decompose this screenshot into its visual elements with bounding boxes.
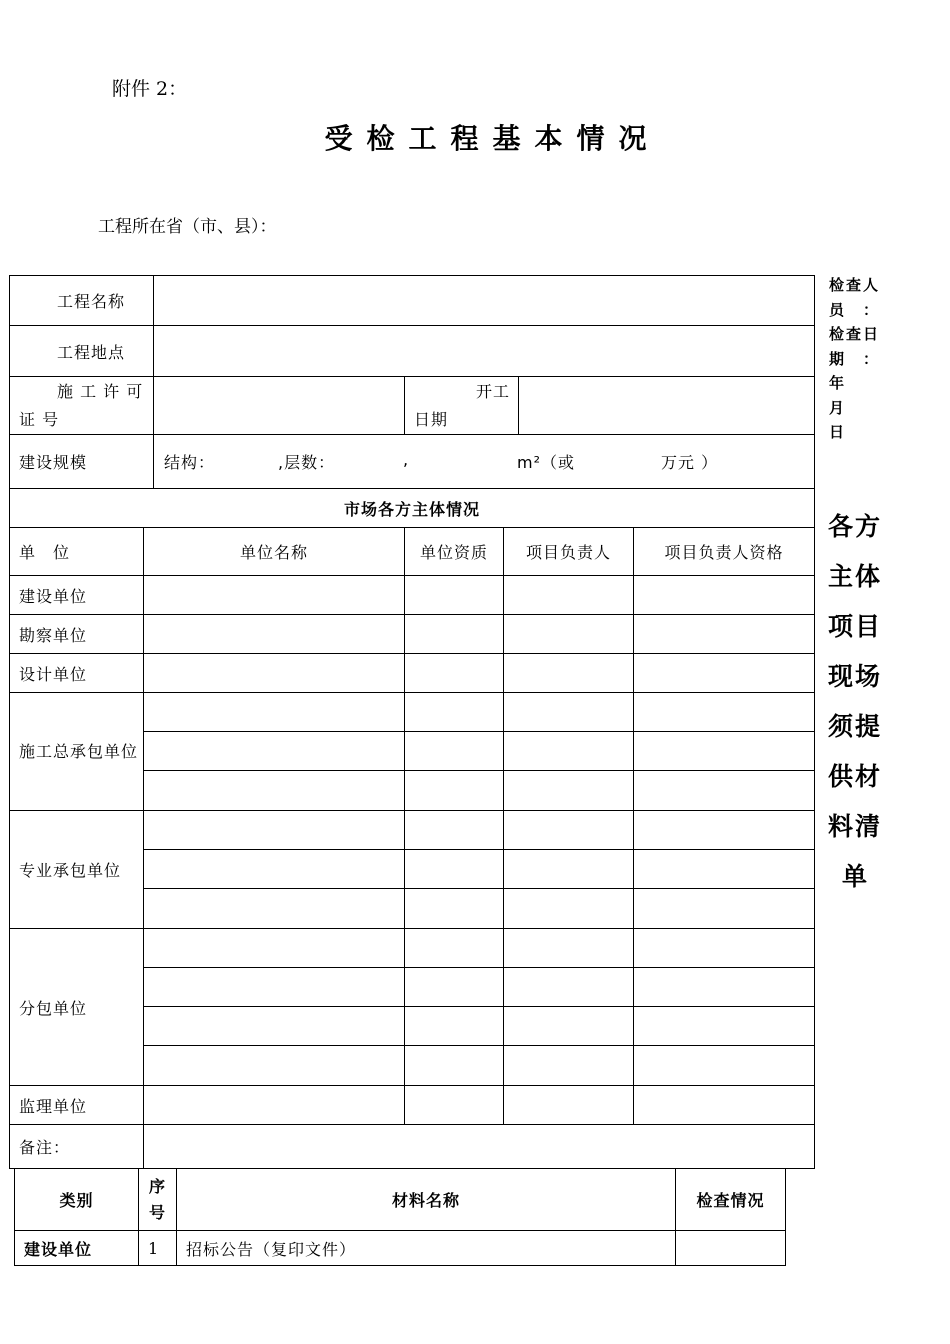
- general-contractor-leader-qualification-3[interactable]: [634, 771, 815, 811]
- subcontractor-qualification-2[interactable]: [405, 968, 504, 1007]
- side-note-line: 期 ：: [829, 349, 881, 368]
- header-qualification: 单位资质: [405, 528, 504, 576]
- design-unit-name[interactable]: [144, 654, 405, 693]
- permit-label-line2: 证 号: [19, 409, 60, 429]
- specialty-contractor-label: 专业承包单位: [10, 811, 144, 929]
- survey-unit-name[interactable]: [144, 615, 405, 654]
- subcontractor-qualification-3[interactable]: [405, 1007, 504, 1046]
- side-title-line: 现场: [828, 662, 883, 691]
- area-label: m²（或: [517, 453, 576, 472]
- location-label: 工程所在省（市、县）：: [98, 217, 277, 237]
- header-unit-name: 单位名称: [144, 528, 405, 576]
- side-title-line: 项目: [828, 612, 883, 641]
- specialty-contractor-leader-2[interactable]: [504, 850, 634, 889]
- subcontractor-leader-3[interactable]: [504, 1007, 634, 1046]
- side-note-line: 日: [829, 423, 847, 441]
- side-title-line: 须提: [828, 712, 883, 741]
- subcontractor-name-4[interactable]: [144, 1046, 405, 1086]
- permit-label: [10, 377, 154, 435]
- survey-unit-leader[interactable]: [504, 615, 634, 654]
- construction-unit-name[interactable]: [144, 576, 405, 615]
- subcontractor-name-3[interactable]: [144, 1007, 405, 1046]
- specialty-contractor-qualification-1[interactable]: [405, 811, 504, 850]
- design-unit-leader-qualification[interactable]: [634, 654, 815, 693]
- scale-value[interactable]: [154, 435, 815, 489]
- general-contractor-label: 施工总承包单位: [10, 693, 144, 811]
- supervision-unit-qualification[interactable]: [405, 1086, 504, 1125]
- materials-header-seq-1: 序: [148, 1176, 166, 1196]
- materials-header-name: 材料名称: [177, 1169, 676, 1231]
- general-contractor-qualification-2[interactable]: [405, 732, 504, 771]
- start-date-label-line1: 开工: [476, 381, 511, 401]
- design-unit-qualification[interactable]: [405, 654, 504, 693]
- header-project-leader: 项目负责人: [504, 528, 634, 576]
- supervision-unit-leader-qualification[interactable]: [634, 1086, 815, 1125]
- side-note-line: 员 ：: [829, 300, 881, 319]
- side-title-line: 供材: [828, 762, 883, 791]
- start-date-value[interactable]: [519, 377, 815, 435]
- construction-unit-qualification[interactable]: [405, 576, 504, 615]
- subcontractor-name-2[interactable]: [144, 968, 405, 1007]
- materials-list-title: [828, 502, 892, 902]
- specialty-contractor-leader-qualification-3[interactable]: [634, 889, 815, 929]
- remarks-label: 备注：: [10, 1125, 144, 1169]
- general-contractor-leader-qualification-2[interactable]: [634, 732, 815, 771]
- project-name-label: 工程名称: [10, 276, 154, 326]
- subcontractor-leader-1[interactable]: [504, 929, 634, 968]
- attachment-label: 附件 2：: [112, 78, 188, 100]
- specialty-contractor-name-1[interactable]: [144, 811, 405, 850]
- start-date-label: [405, 377, 519, 435]
- header-unit: 单 位: [10, 528, 144, 576]
- subcontractor-name-1[interactable]: [144, 929, 405, 968]
- materials-header-check: 检查情况: [676, 1169, 786, 1231]
- general-contractor-qualification-1[interactable]: [405, 693, 504, 732]
- construction-unit-leader[interactable]: [504, 576, 634, 615]
- project-site-label: 工程地点: [10, 326, 154, 377]
- start-date-label-line2: 日期: [414, 409, 449, 429]
- construction-unit-leader-qualification[interactable]: [634, 576, 815, 615]
- market-section-title: 市场各方主体情况: [10, 489, 815, 528]
- subcontractor-qualification-1[interactable]: [405, 929, 504, 968]
- subcontractor-leader-4[interactable]: [504, 1046, 634, 1086]
- general-contractor-qualification-3[interactable]: [405, 771, 504, 811]
- general-contractor-leader-3[interactable]: [504, 771, 634, 811]
- project-name-value[interactable]: [154, 276, 815, 326]
- subcontractor-leader-2[interactable]: [504, 968, 634, 1007]
- survey-unit-qualification[interactable]: [405, 615, 504, 654]
- inspector-note: [829, 273, 895, 445]
- general-contractor-name-3[interactable]: [144, 771, 405, 811]
- permit-value[interactable]: [154, 377, 405, 435]
- construction-unit-label: 建设单位: [10, 576, 144, 615]
- side-note-line: 检查人: [829, 276, 881, 294]
- project-info-table: [9, 275, 815, 1169]
- side-title-line: 料清: [828, 812, 883, 841]
- general-contractor-name-2[interactable]: [144, 732, 405, 771]
- survey-unit-label: 勘察单位: [10, 615, 144, 654]
- specialty-contractor-leader-qualification-1[interactable]: [634, 811, 815, 850]
- specialty-contractor-leader-qualification-2[interactable]: [634, 850, 815, 889]
- subcontractor-qualification-4[interactable]: [405, 1046, 504, 1086]
- specialty-contractor-qualification-2[interactable]: [405, 850, 504, 889]
- subcontractor-leader-qualification-1[interactable]: [634, 929, 815, 968]
- specialty-contractor-leader-3[interactable]: [504, 889, 634, 929]
- general-contractor-name-1[interactable]: [144, 693, 405, 732]
- header-leader-qualification: 项目负责人资格: [634, 528, 815, 576]
- materials-row-check[interactable]: [676, 1231, 786, 1266]
- general-contractor-leader-1[interactable]: [504, 693, 634, 732]
- remarks-value[interactable]: [144, 1125, 815, 1169]
- side-title-line: 主体: [828, 562, 883, 591]
- materials-header-seq: [139, 1169, 177, 1231]
- subcontractor-leader-qualification-3[interactable]: [634, 1007, 815, 1046]
- specialty-contractor-name-3[interactable]: [144, 889, 405, 929]
- scale-comma: ,: [403, 450, 410, 469]
- general-contractor-leader-qualification-1[interactable]: [634, 693, 815, 732]
- general-contractor-leader-2[interactable]: [504, 732, 634, 771]
- subcontractor-leader-qualification-2[interactable]: [634, 968, 815, 1007]
- floors-label: ,层数：: [278, 453, 336, 472]
- materials-header-seq-2: 号: [148, 1202, 166, 1222]
- supervision-unit-leader[interactable]: [504, 1086, 634, 1125]
- materials-row-seq: 1: [139, 1231, 177, 1266]
- side-title-line: 各方: [828, 512, 883, 541]
- materials-table: [14, 1168, 786, 1266]
- design-unit-leader[interactable]: [504, 654, 634, 693]
- scale-label: 建设规模: [10, 435, 154, 489]
- subcontractor-label: 分包单位: [10, 929, 144, 1086]
- side-note-line: 月: [829, 398, 847, 417]
- side-note-line: 检查日: [829, 325, 881, 343]
- side-title-line: 单: [842, 862, 870, 891]
- materials-row-category: 建设单位: [15, 1231, 139, 1266]
- wanyuan-label: 万元 ）: [661, 453, 719, 472]
- materials-header-category: 类别: [15, 1169, 139, 1231]
- supervision-unit-label: 监理单位: [10, 1086, 144, 1125]
- project-site-value[interactable]: [154, 326, 815, 377]
- design-unit-label: 设计单位: [10, 654, 144, 693]
- specialty-contractor-name-2[interactable]: [144, 850, 405, 889]
- specialty-contractor-qualification-3[interactable]: [405, 889, 504, 929]
- specialty-contractor-leader-1[interactable]: [504, 811, 634, 850]
- materials-row-name: 招标公告（复印文件）: [177, 1231, 676, 1266]
- permit-label-line1: 施 工 许 可: [57, 381, 144, 401]
- survey-unit-leader-qualification[interactable]: [634, 615, 815, 654]
- page-title: 受检工程基本情况: [324, 122, 661, 155]
- supervision-unit-name[interactable]: [144, 1086, 405, 1125]
- structure-label: 结构：: [164, 453, 216, 472]
- side-note-line: 年: [829, 374, 847, 392]
- subcontractor-leader-qualification-4[interactable]: [634, 1046, 815, 1086]
